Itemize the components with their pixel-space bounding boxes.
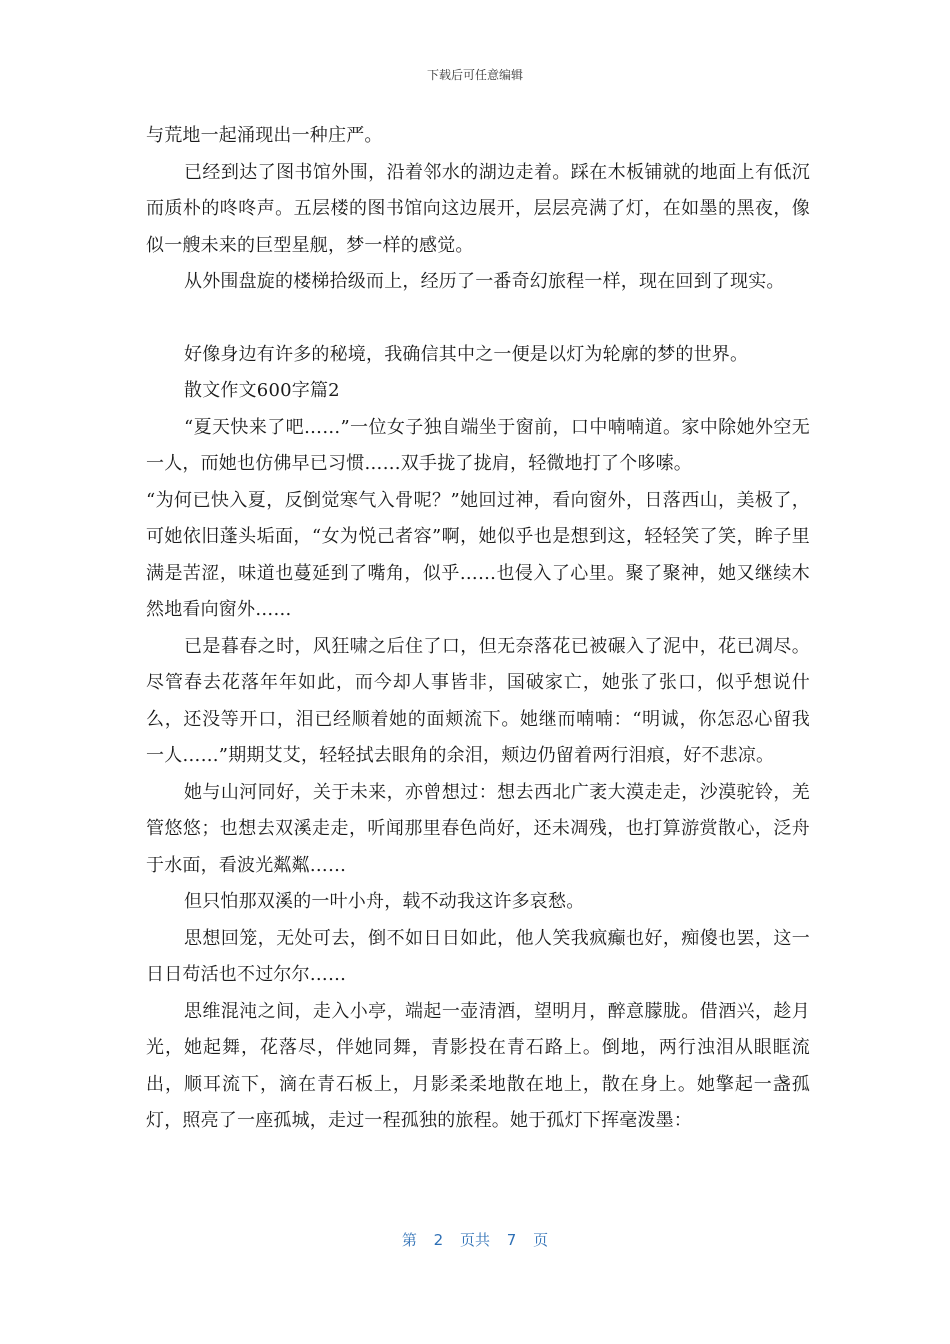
page-header: 下载后可任意编辑 bbox=[426, 68, 523, 82]
paragraph-7: 已是暮春之时，风狂啸之后住了口，但无奈落花已被碾入了泥中，花已凋尽。尽管春去花落年年如此，而今却人事皆非，国破家亡，她张了张口，似乎想说什么，还没等开口，泪已经顺着她的面颊流下。她继而喃喃：“明诚，你怎忍心留我一人……”期期艾艾，轻轻拭去眼角的余泪，颊边仍留着两行泪痕，好不悲凉。 bbox=[146, 635, 810, 766]
paragraph-3: 从外围盘旋的楼梯拾级而上，经历了一番奇幻旅程一样，现在回到了现实。 bbox=[184, 271, 785, 292]
section-heading: 散文作文600字篇2 bbox=[184, 380, 340, 401]
page-footer bbox=[0, 1229, 950, 1250]
paragraph-10: 思想回笼，无处可去，倒不如日日如此，他人笑我疯癫也好，痴傻也罢，这一日日苟活也不过尔尔…… bbox=[146, 927, 810, 985]
paragraph-11: 思维混沌之间，走入小亭，端起一壶清酒，望明月，醉意朦胧。借酒兴，趁月光，她起舞，花落尽，伴她同舞，青影投在青石路上。倒地，两行浊泪从眼眶流出，顺耳流下，滴在青石板上，月影柔柔地散在地上，散在身上。她擎起一盏孤灯，照亮了一座孤城，走过一程孤独的旅程。她于孤灯下挥毫泼墨： bbox=[146, 1000, 810, 1131]
footer-page-number: 2 bbox=[433, 1231, 444, 1249]
paragraph-8: 她与山河同好，关于未来，亦曾想过：想去西北广袤大漠走走，沙漠驼铃，羌管悠悠；也想去双溪走走，听闻那里春色尚好，还未凋残，也打算游赏散心，泛舟于水面，看波光粼粼…… bbox=[146, 781, 810, 876]
paragraph-6: “为何已快入夏，反倒觉寒气入骨呢？”她回过神，看向窗外，日落西山，美极了，可她依旧蓬头垢面，“女为悦己者容”啊，她似乎也是想到这，轻轻笑了笑，眸子里满是苦涩，味道也蔓延到了嘴角，似乎……也侵入了心里。聚了聚神，她又继续木然地看向窗外…… bbox=[146, 489, 810, 620]
footer-prefix: 第 bbox=[401, 1231, 417, 1249]
paragraph-5: “夏天快来了吧……”一位女子独自端坐于窗前，口中喃喃道。家中除她外空无一人，而她也仿佛早已习惯……双手拢了拢肩，轻微地打了个哆嗦。 bbox=[146, 416, 810, 474]
footer-middle: 页共 bbox=[459, 1231, 490, 1249]
paragraph-2: 已经到达了图书馆外围，沿着邻水的湖边走着。踩在木板铺就的地面上有低沉而质朴的咚咚声。五层楼的图书馆向这边展开，层层亮满了灯，在如墨的黑夜，像似一艘未来的巨型星舰，梦一样的感觉。 bbox=[146, 161, 810, 256]
paragraph-9: 但只怕那双溪的一叶小舟，载不动我这许多哀愁。 bbox=[184, 891, 585, 912]
paragraph-4: 好像身边有许多的秘境，我确信其中之一便是以灯为轮廓的梦的世界。 bbox=[184, 343, 749, 365]
paragraph-1: 与荒地一起涌现出一种庄严。 bbox=[146, 125, 383, 146]
document-body bbox=[146, 118, 810, 1140]
blank-line bbox=[146, 301, 810, 337]
footer-total-pages: 7 bbox=[506, 1231, 517, 1249]
footer-suffix: 页 bbox=[533, 1231, 549, 1249]
